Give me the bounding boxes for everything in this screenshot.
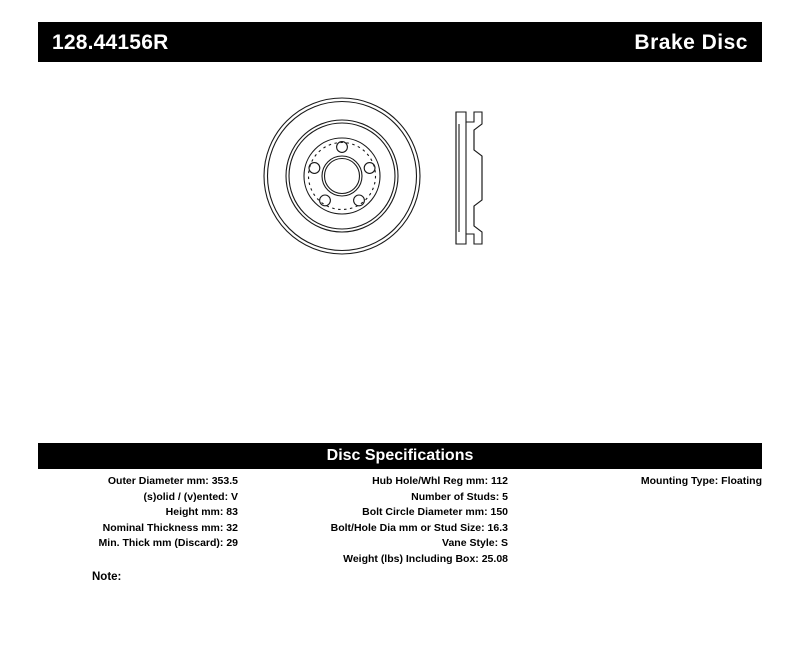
part-number: 128.44156R [52, 30, 169, 54]
spec-item: Min. Thick mm (Discard): 29 [98, 537, 238, 549]
spec-item: Height mm: 83 [165, 506, 238, 518]
spec-item: Bolt Circle Diameter mm: 150 [362, 506, 508, 518]
rotor-drawing-svg [260, 90, 540, 280]
spec-columns [38, 474, 762, 584]
spec-item: (s)olid / (v)ented: V [143, 490, 238, 503]
spec-item: Outer Diameter mm: 353.5 [107, 475, 238, 487]
spec-title: Disc Specifications [326, 447, 474, 464]
spec-item: Number of Studs: 5 [411, 490, 508, 503]
rotor-drawing [260, 90, 540, 280]
product-type: Brake Disc [634, 30, 748, 54]
spec-header-bar [38, 443, 762, 469]
spec-item: Nominal Thickness mm: 32 [102, 521, 238, 534]
spec-column-left [38, 474, 238, 552]
spec-column-middle [258, 474, 508, 567]
note-label: Note: [92, 571, 122, 583]
spec-column-right [538, 474, 762, 490]
spec-item: Weight (lbs) Including Box: 25.08 [343, 552, 508, 565]
header-bar [38, 22, 762, 62]
brake-rotor-front-view [264, 98, 420, 254]
spec-item: Bolt/Hole Dia mm or Stud Size: 16.3 [330, 521, 508, 534]
spec-item: Mounting Type: Floating [640, 475, 762, 487]
spec-item: Hub Hole/Whl Reg mm: 112 [372, 475, 508, 487]
spec-item: Vane Style: S [442, 537, 508, 549]
brake-rotor-cross-section [456, 112, 482, 244]
